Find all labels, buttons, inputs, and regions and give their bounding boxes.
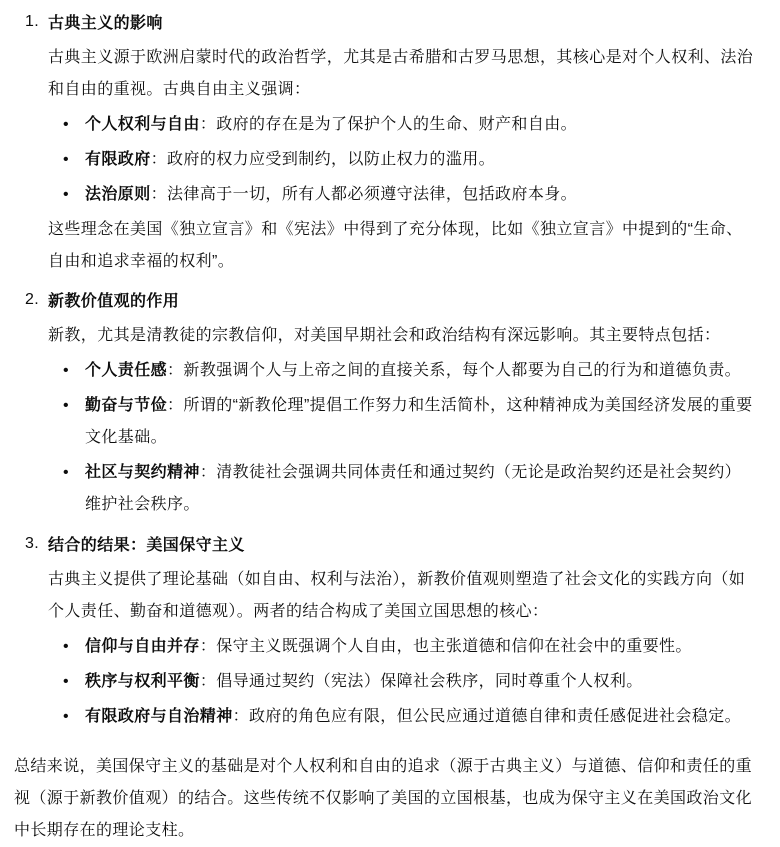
item-outro: 这些理念在美国《独立宣言》和《宪法》中得到了充分体现，比如《独立宣言》中提到的“生命、自由和追求幸福的权利”。: [48, 221, 743, 270]
bullet-term: 法治原则: [85, 186, 151, 203]
bullet-term: 个人权利与自由: [85, 116, 200, 133]
bullet-desc: 政府的角色应有限，但公民应通过道德自律和责任感促进社会稳定。: [249, 708, 742, 725]
bullet-icon: •: [63, 638, 70, 655]
bullet-sep: ：: [167, 362, 184, 379]
numbered-item-1: [14, 6, 756, 280]
bullet-sep: ：: [167, 397, 184, 414]
bullet-sep: ：: [199, 116, 217, 133]
bullet-desc: 法律高于一切，所有人都必须遵守法律，包括政府本身。: [167, 186, 578, 203]
bullet-icon: •: [63, 151, 70, 168]
bullet-desc: 所谓的“新教伦理”提倡工作努力和生活简朴，这种精神成为美国经济发展的重要文化基础。: [85, 397, 753, 446]
bullet-desc: 政府的存在是为了保护个人的生命、财产和自由。: [216, 116, 578, 133]
bullet-sep: ：: [150, 186, 168, 203]
bullet-term: 个人责任感: [85, 362, 168, 379]
item-title: 结合的结果：美国保守主义: [48, 537, 245, 554]
bullet-list: [48, 109, 756, 211]
numbered-item-3: [14, 528, 756, 736]
bullet-desc: 新教强调个人与上帝之间的直接关系，每个人都要为自己的行为和道德负责。: [183, 362, 742, 379]
list-item: [48, 355, 756, 387]
item-intro: 古典主义提供了理论基础（如自由、权利与法治），新教价值观则塑造了社会文化的实践方向（如个人责任、勤奋和道德观）。两者的结合构成了美国立国思想的核心：: [48, 571, 746, 620]
bullet-term: 有限政府: [85, 151, 151, 168]
bullet-list: [48, 355, 756, 521]
answer-document: [14, 6, 756, 847]
bullet-desc: 保守主义既强调个人自由，也主张道德和信仰在社会中的重要性。: [216, 638, 692, 655]
bullet-term: 社区与契约精神: [85, 464, 200, 481]
bullet-icon: •: [63, 708, 70, 725]
bullet-desc: 清教徒社会强调共同体责任和通过契约（无论是政治契约还是社会契约）维护社会秩序。: [85, 464, 742, 513]
bullet-icon: •: [63, 186, 70, 203]
list-item: [48, 144, 756, 176]
bullet-term: 有限政府与自治精神: [85, 708, 233, 725]
summary-paragraph: 总结来说，美国保守主义的基础是对个人权利和自由的追求（源于古典主义）与道德、信仰和责任的重视（源于新教价值观）的结合。这些传统不仅影响了美国的立国根基，也成为保守主义在美国政治文化中长期存在的理论支柱。: [14, 758, 753, 839]
item-title: 古典主义的影响: [48, 15, 163, 32]
item-intro: 古典主义源于欧洲启蒙时代的政治哲学，尤其是古希腊和古罗马思想，其核心是对个人权利、法治和自由的重视。古典自由主义强调：: [48, 49, 754, 98]
numbered-item-2: [14, 284, 756, 524]
item-body: [48, 528, 756, 736]
bullet-icon: •: [63, 673, 70, 690]
bullet-list: [48, 631, 756, 733]
bullet-icon: •: [63, 116, 70, 133]
list-item: [48, 109, 756, 141]
bullet-sep: ：: [199, 673, 217, 690]
item-body: [48, 284, 756, 524]
bullet-sep: ：: [199, 638, 217, 655]
item-intro: 新教，尤其是清教徒的宗教信仰，对美国早期社会和政治结构有深远影响。其主要特点包括：: [48, 327, 721, 344]
list-item: [48, 666, 756, 698]
list-item: [48, 390, 756, 454]
bullet-desc: 政府的权力应受到制约，以防止权力的滥用。: [167, 151, 496, 168]
bullet-icon: •: [63, 362, 70, 379]
bullet-icon: •: [63, 464, 70, 481]
bullet-term: 信仰与自由并存: [85, 638, 200, 655]
list-item: [48, 631, 756, 663]
list-item: [48, 179, 756, 211]
bullet-desc: 倡导通过契约（宪法）保障社会秩序，同时尊重个人权利。: [216, 673, 643, 690]
item-number: 1.: [25, 13, 40, 30]
bullet-term: 勤奋与节俭: [85, 397, 168, 414]
bullet-term: 秩序与权利平衡: [85, 673, 200, 690]
item-number: 3.: [25, 535, 40, 552]
bullet-sep: ：: [232, 708, 250, 725]
item-body: [48, 6, 756, 280]
item-number: 2.: [25, 291, 40, 308]
bullet-sep: ：: [199, 464, 217, 481]
bullet-icon: •: [63, 397, 70, 414]
list-item: [48, 457, 756, 521]
bullet-sep: ：: [150, 151, 168, 168]
item-title: 新教价值观的作用: [48, 293, 180, 310]
list-item: [48, 701, 756, 733]
